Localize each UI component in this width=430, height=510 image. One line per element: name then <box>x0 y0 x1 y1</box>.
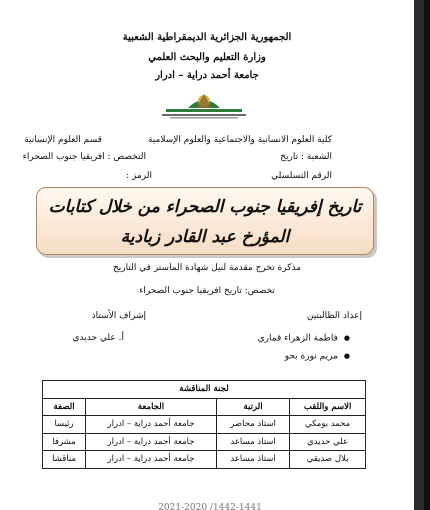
cell-name: علي حديدي <box>290 433 366 451</box>
university-logo <box>148 88 260 120</box>
specialty-label: التخصص : افريقيا جنوب الصحراء <box>22 152 146 162</box>
thesis-title-line2: المؤرخ عبد القادر زبادية <box>120 227 290 247</box>
department-label: قسم العلوم الإنسانية <box>24 135 102 145</box>
cell-rank: استاذ مساعد <box>216 433 289 451</box>
col-header-rank: الرتبة <box>216 398 289 416</box>
thesis-title-box <box>36 187 374 255</box>
viewer-scrollbar[interactable] <box>414 0 430 510</box>
academic-year: 2021-2020 /1442-1441 <box>158 503 262 510</box>
committee-title: لجنة المناقشة <box>43 381 366 399</box>
table-row <box>43 433 366 451</box>
branch-label: الشعبة : تاريخ <box>280 152 332 162</box>
supervisor-label: إشراف الأستاذ <box>91 311 146 321</box>
table-row <box>43 416 366 434</box>
committee-header-row <box>43 398 366 416</box>
memo-line: مذكرة تخرج مقدمة لنيل شهادة الماستر في التاريخ <box>112 263 302 273</box>
memo-specialty: تخصص: تاريخ افريقيا جنوب الصحراء <box>139 286 275 296</box>
cell-role: رئيسا <box>43 416 86 434</box>
cell-name: بلال صديقي <box>290 451 366 469</box>
table-row <box>43 451 366 469</box>
cell-rank: استاذ مساعد <box>216 451 289 469</box>
faculty-label: كلية العلوم الانسانية والاجتماعية والعلوم الإسلامية <box>147 135 332 145</box>
cell-name: محمد بومكي <box>290 416 366 434</box>
university-heading: جامعة أحمد دراية – ادرار <box>155 70 259 81</box>
serial-label: الرقم التسلسلي <box>271 171 332 181</box>
ministry-heading: وزارة التعليم والبحث العلمي <box>148 52 266 63</box>
republic-heading: الجمهورية الجزائرية الديمقراطية الشعبية <box>122 32 292 43</box>
col-header-name: الاسم واللقب <box>290 398 366 416</box>
student-name-2: ● مريم نورة بحو <box>285 350 350 363</box>
cell-university: جامعة أحمد دراية – ادرار <box>86 433 217 451</box>
cell-rank: استاذ محاضر <box>216 416 289 434</box>
cell-university: جامعة أحمد دراية – ادرار <box>86 416 217 434</box>
supervisor-name: أ. علي حديدي <box>72 333 124 343</box>
student-name-1: ● فاطمة الزهراء قماري <box>258 332 350 345</box>
cell-role: مشرفا <box>43 433 86 451</box>
col-header-role: الصفة <box>43 398 86 416</box>
committee-table <box>42 380 366 469</box>
scrollbar-track <box>424 0 430 510</box>
thesis-title-line1: تاريخ إفريقيا جنوب الصحراء من خلال كتابات <box>48 197 362 217</box>
cell-role: مناقشا <box>43 451 86 469</box>
code-label: الرمز : <box>126 171 152 181</box>
col-header-university: الجامعة <box>86 398 217 416</box>
cell-university: جامعة أحمد دراية – ادرار <box>86 451 217 469</box>
students-label: إعداد الطالبتين <box>306 311 362 321</box>
